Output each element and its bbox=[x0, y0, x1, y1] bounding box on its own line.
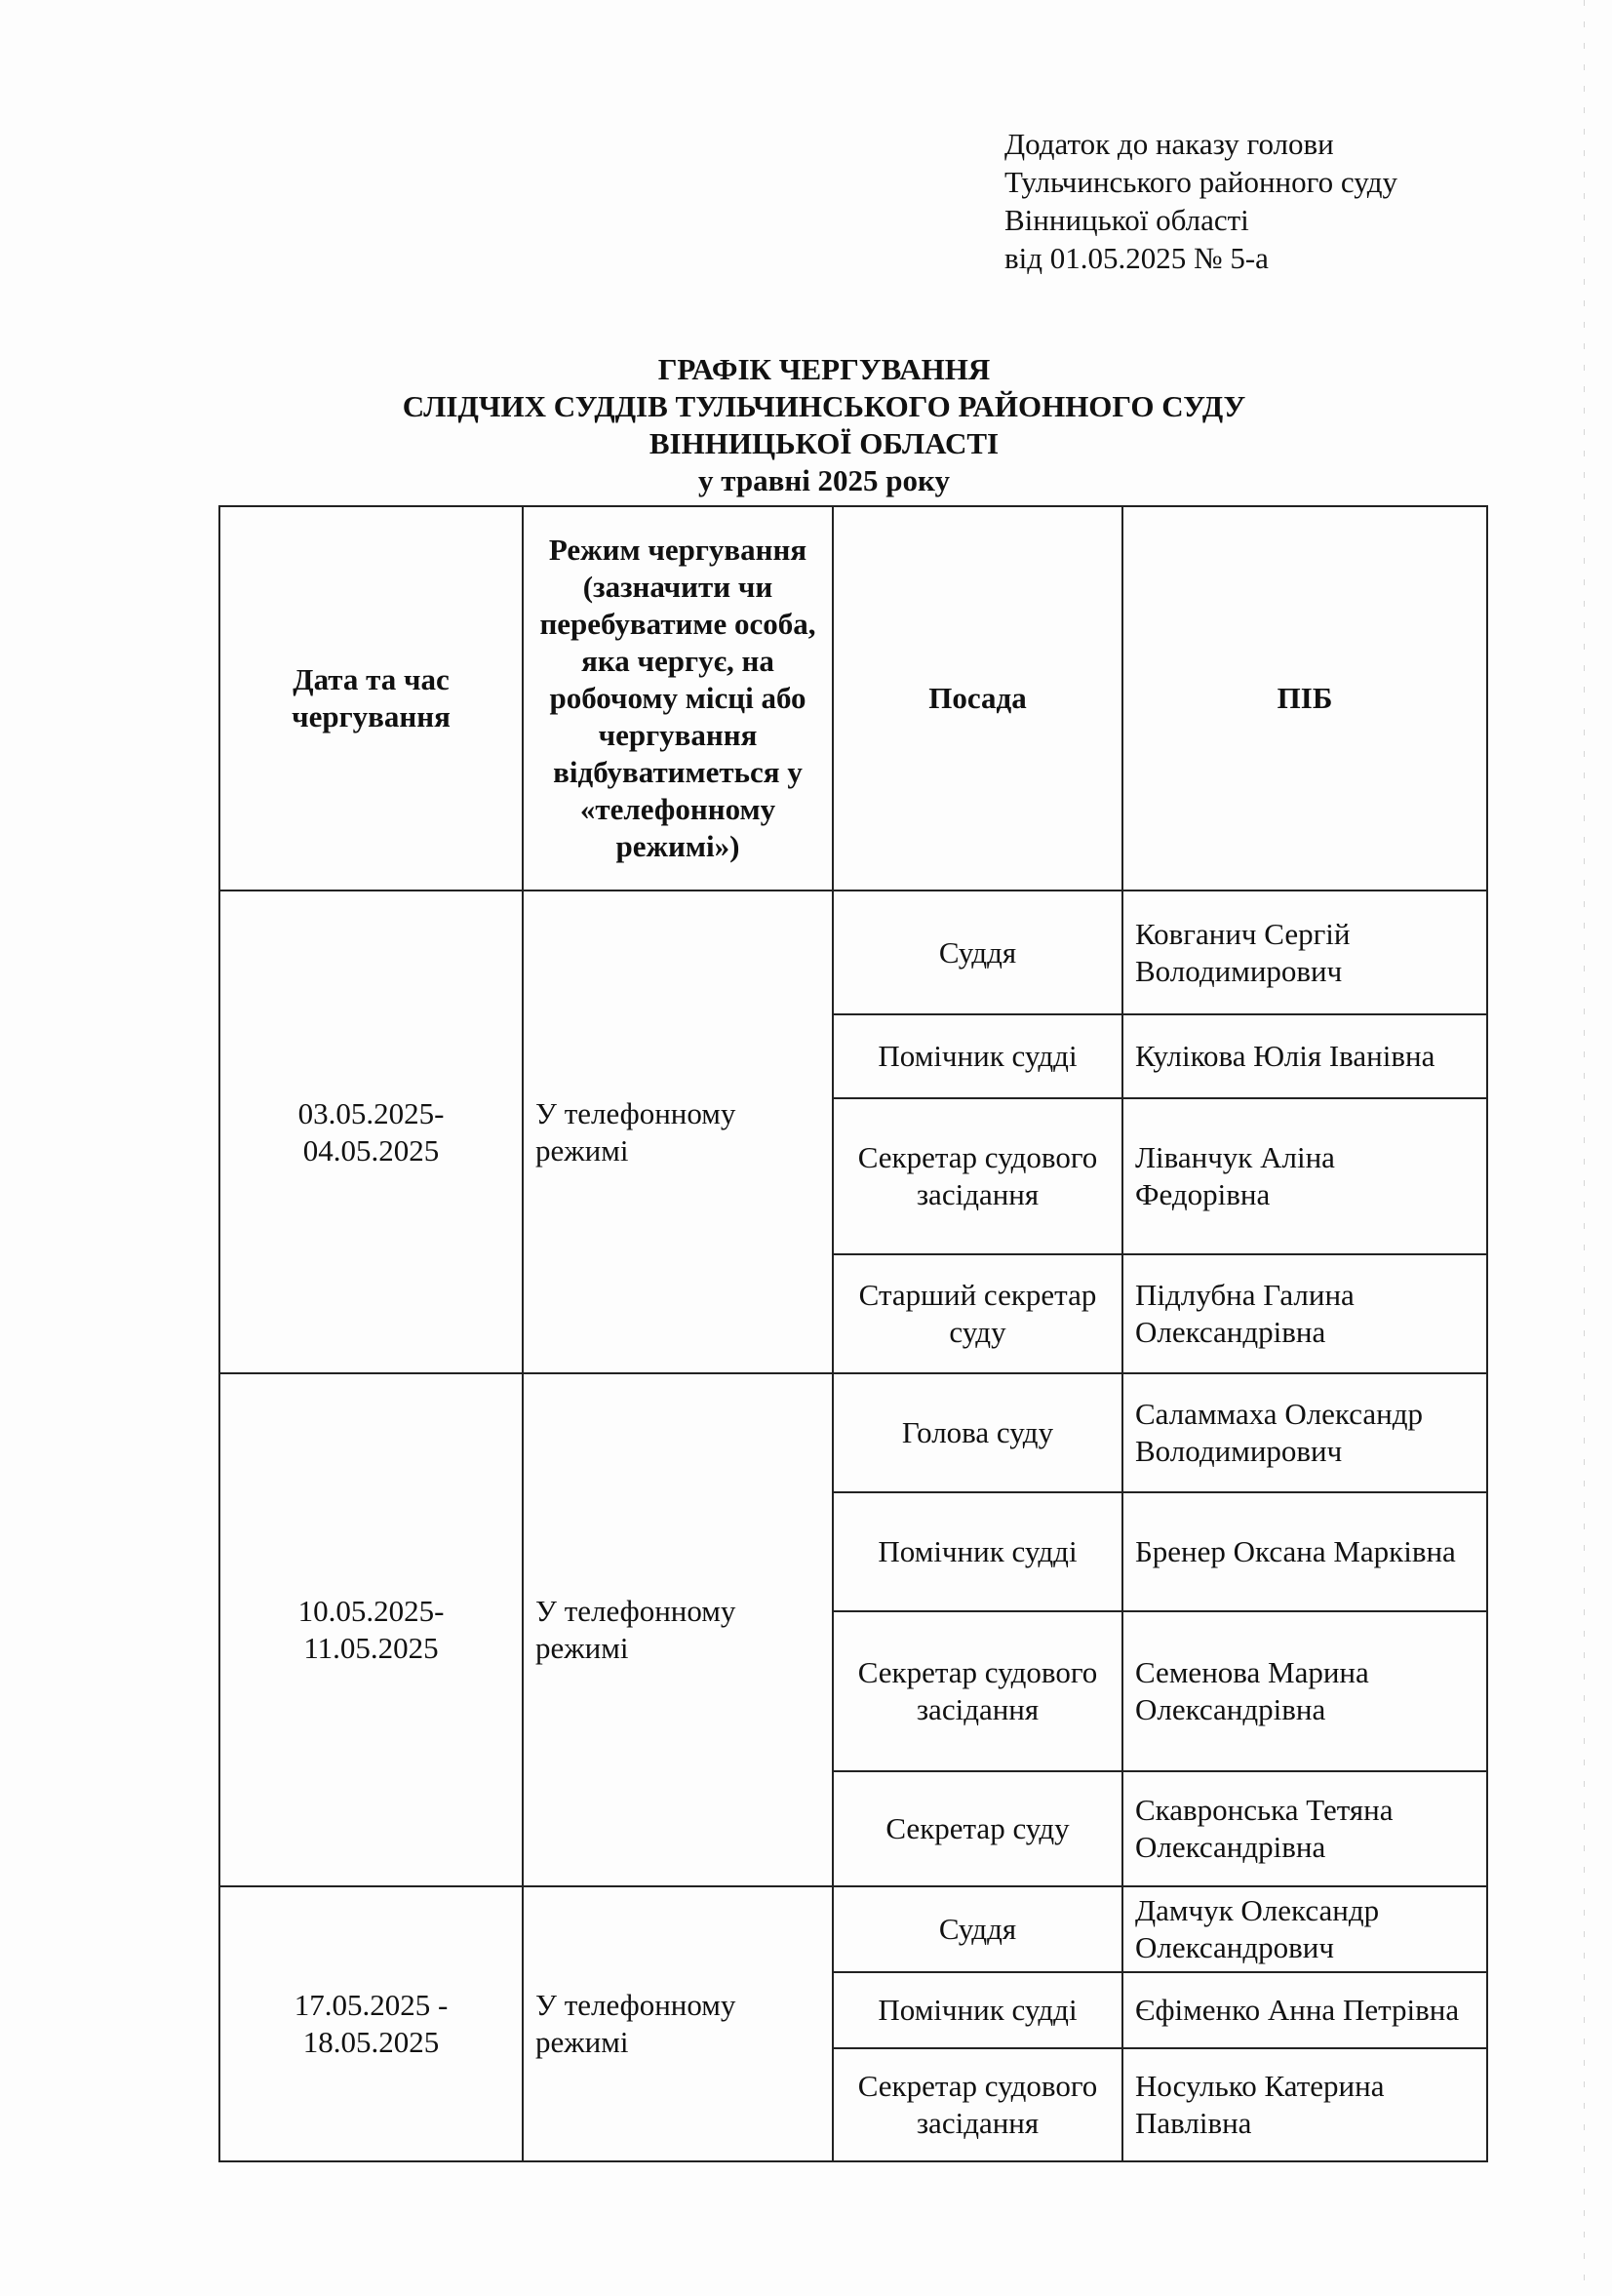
title-line: СЛІДЧИХ СУДДІВ ТУЛЬЧИНСЬКОГО РАЙОННОГО СУДУ bbox=[402, 389, 1246, 423]
date-cell: 10.05.2025-11.05.2025 bbox=[219, 1373, 523, 1886]
header-date: Дата та час чергування bbox=[219, 506, 523, 891]
date-cell: 17.05.2025 - 18.05.2025 bbox=[219, 1886, 523, 2161]
name-cell: Кулікова Юлія Іванівна bbox=[1122, 1014, 1487, 1098]
name-cell: Скавронська Тетяна Олександрівна bbox=[1122, 1771, 1487, 1886]
title-line: у травні 2025 року bbox=[698, 463, 950, 497]
header-name: ПІБ bbox=[1122, 506, 1487, 891]
position-cell: Помічник судді bbox=[833, 1972, 1122, 2048]
title-line: ГРАФІК ЧЕРГУВАННЯ bbox=[657, 352, 991, 386]
name-cell: Носулько Катерина Павлівна bbox=[1122, 2048, 1487, 2161]
table-header-row bbox=[219, 506, 1487, 891]
position-cell: Старший секретар суду bbox=[833, 1254, 1122, 1373]
annex-line: Вінницької області bbox=[1004, 203, 1249, 237]
annex-line: Тульчинського районного суду bbox=[1004, 165, 1398, 199]
name-cell: Підлубна Галина Олександрівна bbox=[1122, 1254, 1487, 1373]
annex-line: від 01.05.2025 № 5-а bbox=[1004, 241, 1269, 275]
table-row bbox=[219, 1373, 1487, 1492]
position-cell: Помічник судді bbox=[833, 1014, 1122, 1098]
name-cell: Ковганич Сергій Володимирович bbox=[1122, 891, 1487, 1014]
position-cell: Суддя bbox=[833, 891, 1122, 1014]
name-cell: Бренер Оксана Марківна bbox=[1122, 1492, 1487, 1611]
page-edge-mark bbox=[1584, 0, 1585, 2296]
position-cell: Секретар судового засідання bbox=[833, 2048, 1122, 2161]
name-cell: Ліванчук Аліна Федорівна bbox=[1122, 1098, 1487, 1254]
header-mode: Режим чергування (зазначити чи перебуватиме особа, яка чергує, на робочому місці або чергування відбуватиметься у «телефонному режимі») bbox=[523, 506, 833, 891]
position-cell: Суддя bbox=[833, 1886, 1122, 1972]
name-cell: Дамчук Олександр Олександрович bbox=[1122, 1886, 1487, 1972]
annex-note bbox=[1004, 125, 1397, 277]
date-cell: 03.05.2025-04.05.2025 bbox=[219, 891, 523, 1373]
annex-line: Додаток до наказу голови bbox=[1004, 127, 1334, 161]
position-cell: Голова суду bbox=[833, 1373, 1122, 1492]
title-line: ВІННИЦЬКОЇ ОБЛАСТІ bbox=[649, 426, 1000, 460]
position-cell: Помічник судді bbox=[833, 1492, 1122, 1611]
name-cell: Саламмаха Олександр Володимирович bbox=[1122, 1373, 1487, 1492]
name-cell: Семенова Марина Олександрівна bbox=[1122, 1611, 1487, 1771]
position-cell: Секретар суду bbox=[833, 1771, 1122, 1886]
header-position: Посада bbox=[833, 506, 1122, 891]
name-cell: Єфіменко Анна Петрівна bbox=[1122, 1972, 1487, 2048]
mode-cell: У телефонному режимі bbox=[523, 1886, 833, 2161]
mode-cell: У телефонному режимі bbox=[523, 891, 833, 1373]
table-row bbox=[219, 1886, 1487, 1972]
position-cell: Секретар судового засідання bbox=[833, 1611, 1122, 1771]
document-title bbox=[195, 351, 1453, 499]
table-row bbox=[219, 891, 1487, 1014]
duty-schedule-table bbox=[218, 505, 1488, 2162]
position-cell: Секретар судового засідання bbox=[833, 1098, 1122, 1254]
mode-cell: У телефонному режимі bbox=[523, 1373, 833, 1886]
